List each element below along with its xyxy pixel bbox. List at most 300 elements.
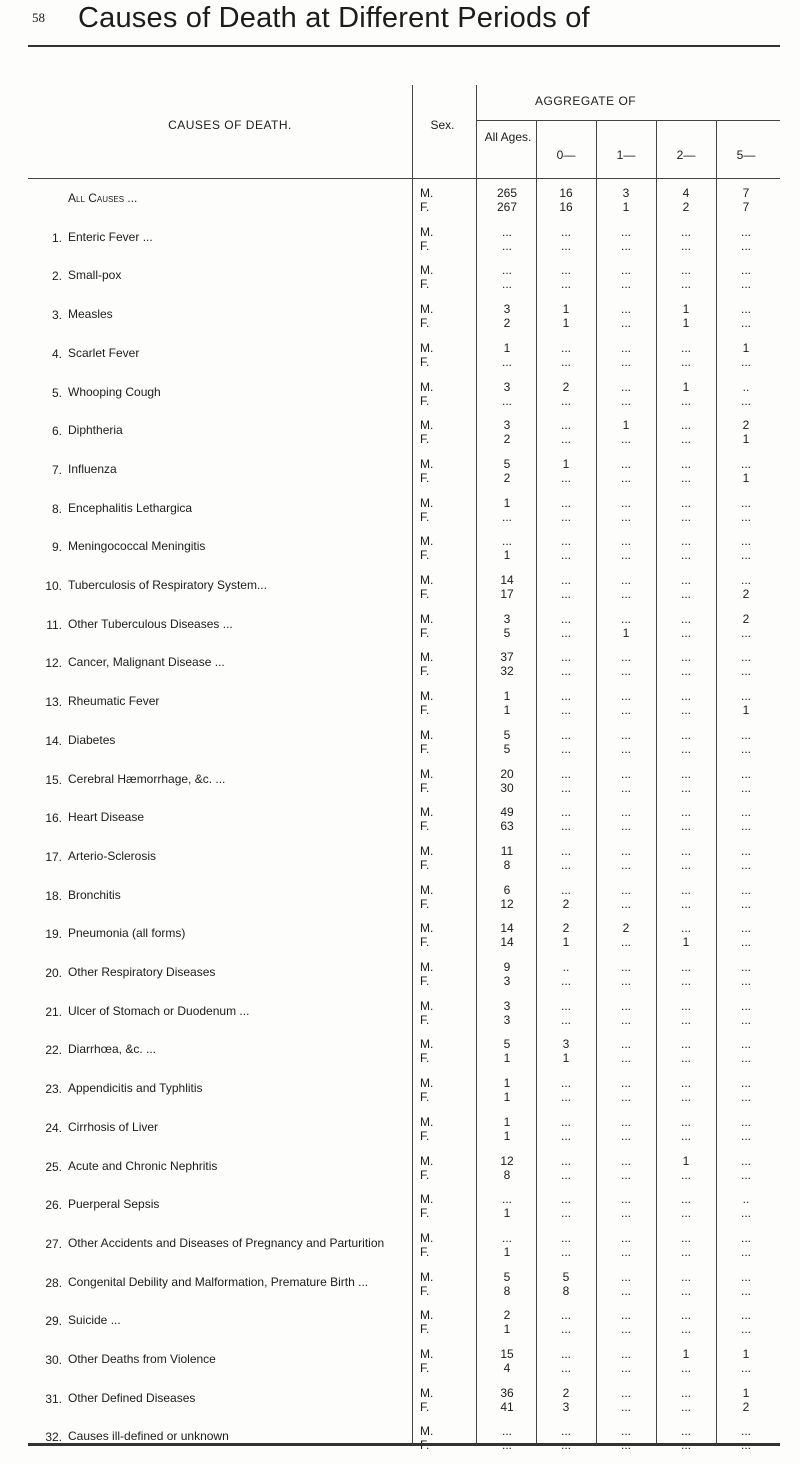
cause-label: Enteric Fever ... (68, 229, 153, 244)
male-count-cell: ... (680, 1114, 691, 1129)
sex-female-label: F. (420, 1283, 430, 1298)
female-count-cell: ... (680, 741, 691, 756)
female-count-cell: ... (620, 1438, 631, 1453)
table-row (0, 612, 800, 652)
female-count-cell: ... (620, 1090, 631, 1105)
male-count-cell: ... (560, 689, 571, 704)
male-count-cell: ... (740, 263, 751, 278)
male-count-cell: ... (620, 495, 631, 510)
sex-male-label: M. (420, 805, 434, 820)
female-count-cell: ... (560, 509, 571, 524)
female-count-cell: ... (680, 819, 691, 834)
male-count-cell: 1 (682, 1153, 690, 1168)
top-rule (28, 45, 780, 47)
female-count-cell: ... (680, 354, 691, 369)
sex-female-label: F. (420, 819, 430, 834)
male-count-cell: ... (740, 1114, 751, 1129)
female-count-cell: 1 (503, 1322, 511, 1337)
female-count-cell: 2 (742, 587, 750, 601)
sex-male-label: M. (420, 1347, 434, 1361)
female-count-cell: 41 (500, 1399, 514, 1414)
cause-label: Meningococcal Meningitis (68, 539, 206, 554)
sex-female-label: F. (420, 1361, 430, 1375)
male-count-cell: 3 (503, 998, 511, 1013)
row-number: 3. (51, 308, 62, 323)
male-count-cell: ... (560, 1308, 571, 1323)
female-count-cell: ... (560, 780, 571, 795)
sex-female-label: F. (420, 703, 430, 718)
cause-label: Puerperal Sepsis (68, 1197, 160, 1212)
cause-label: All Causes ... (68, 191, 138, 205)
female-count-cell: ... (680, 1361, 691, 1375)
female-count-cell: ... (620, 935, 631, 950)
male-count-cell: 265 (496, 186, 518, 200)
female-count-cell: 1 (622, 200, 630, 214)
female-count-cell: ... (740, 1051, 751, 1066)
male-count-cell: 16 (559, 186, 573, 200)
female-count-cell: ... (560, 1167, 571, 1182)
male-count-cell: 1 (562, 456, 570, 471)
male-count-cell: ... (560, 495, 571, 510)
table-row (0, 457, 800, 497)
header-age-5: 5— (736, 148, 756, 162)
table-row (0, 1386, 800, 1426)
female-count-cell: ... (680, 664, 691, 679)
female-count-cell: 1 (682, 935, 690, 950)
female-count-cell: ... (560, 1012, 571, 1027)
male-count-cell: ... (740, 650, 751, 665)
female-count-cell: ... (620, 277, 631, 292)
female-count-cell: ... (560, 741, 571, 756)
male-count-cell: ... (740, 689, 751, 704)
sex-male-label: M. (420, 1153, 434, 1168)
table-row (0, 1037, 800, 1077)
male-count-cell: 6 (503, 882, 511, 897)
sex-male-label: M. (420, 534, 434, 549)
female-count-cell: ... (620, 238, 631, 253)
female-count-cell: ... (740, 625, 751, 640)
female-count-cell: ... (680, 1167, 691, 1182)
female-count-cell: ... (560, 432, 571, 447)
female-count-cell: ... (560, 277, 571, 292)
female-count-cell: 5 (503, 625, 511, 640)
female-count-cell: 3 (562, 1399, 570, 1414)
cause-label: Rheumatic Fever (68, 694, 160, 709)
male-count-cell: ... (680, 1192, 691, 1207)
female-count-cell: ... (620, 780, 631, 795)
cause-label: Encephalitis Lethargica (68, 500, 193, 515)
male-count-cell: ... (740, 727, 751, 742)
female-count-cell: ... (680, 1322, 691, 1337)
row-number: 9. (51, 540, 62, 555)
sex-male-label: M. (420, 882, 434, 897)
female-count-cell: 267 (496, 200, 518, 214)
male-count-cell: 1 (742, 1347, 750, 1361)
table-row (0, 418, 800, 458)
cause-label: Arterio-Sclerosis (68, 848, 157, 863)
female-count-cell: ... (560, 857, 571, 872)
female-count-cell: ... (560, 393, 571, 408)
male-count-cell: ... (560, 650, 571, 665)
female-count-cell: 8 (503, 1283, 511, 1298)
male-count-cell: ... (680, 727, 691, 742)
female-count-cell: 63 (500, 819, 514, 834)
table-row (0, 1154, 800, 1194)
female-count-cell: ... (740, 896, 751, 911)
male-count-cell: 3 (562, 1037, 570, 1052)
male-count-cell: ... (620, 379, 631, 394)
female-count-cell: 2 (503, 432, 511, 447)
female-count-cell: ... (740, 780, 751, 795)
row-number: 7. (51, 462, 62, 477)
male-count-cell: ... (620, 1076, 631, 1091)
female-count-cell: ... (560, 1090, 571, 1105)
female-count-cell: ... (501, 1438, 512, 1453)
male-count-cell: 14 (500, 573, 514, 587)
male-count-cell: ... (740, 1153, 751, 1168)
male-count-cell: 2 (562, 1385, 570, 1400)
row-number: 29. (45, 1314, 62, 1329)
male-count-cell: 5 (503, 727, 511, 742)
row-number: 8. (51, 501, 62, 516)
sex-female-label: F. (420, 470, 430, 485)
sex-male-label: M. (420, 573, 434, 587)
sex-female-label: F. (420, 277, 430, 292)
female-count-cell: ... (680, 1051, 691, 1066)
sex-female-label: F. (420, 393, 430, 408)
cause-label: Tuberculosis of Respiratory System... (68, 578, 267, 592)
female-count-cell: 1 (742, 470, 750, 485)
male-count-cell: ... (560, 843, 571, 858)
sex-male-label: M. (420, 1037, 434, 1052)
cause-label: Suicide ... (68, 1313, 121, 1328)
male-count-cell: ... (620, 960, 631, 974)
row-number: 17. (45, 849, 62, 864)
female-count-cell: 1 (742, 703, 750, 718)
sex-male-label: M. (420, 921, 434, 936)
header-divider (28, 178, 780, 179)
male-count-cell: 7 (742, 186, 750, 200)
cause-label: Other Respiratory Diseases (68, 965, 216, 979)
male-count-cell: 2 (562, 921, 570, 936)
male-count-cell: ... (620, 1269, 631, 1284)
row-number: 22. (45, 1043, 62, 1058)
male-count-cell: ... (680, 998, 691, 1013)
cause-label: Whooping Cough (68, 384, 161, 399)
female-count-cell: 1 (503, 548, 511, 563)
table-row (0, 186, 800, 226)
male-count-cell: 3 (503, 379, 511, 394)
male-count-cell: ... (740, 921, 751, 936)
cause-label: Bronchitis (68, 887, 121, 902)
male-count-cell: 1 (503, 1114, 511, 1129)
male-count-cell: 5 (503, 1269, 511, 1284)
male-count-cell: ... (740, 1424, 751, 1439)
sex-male-label: M. (420, 302, 434, 317)
male-count-cell: 3 (503, 418, 511, 433)
female-count-cell: 1 (562, 935, 570, 950)
female-count-cell: 16 (559, 200, 573, 214)
male-count-cell: 2 (742, 418, 750, 433)
cause-label: Cancer, Malignant Disease ... (68, 655, 225, 670)
male-count-cell: 2 (622, 921, 630, 936)
cause-label: Acute and Chronic Nephritis (68, 1158, 218, 1173)
female-count-cell: ... (620, 819, 631, 834)
male-count-cell: ... (680, 1385, 691, 1400)
female-count-cell: ... (560, 703, 571, 718)
sex-female-label: F. (420, 200, 430, 214)
sex-male-label: M. (420, 689, 434, 704)
male-count-cell: ... (560, 1424, 571, 1439)
row-number: 24. (45, 1120, 62, 1135)
sex-male-label: M. (420, 960, 434, 974)
row-number: 31. (45, 1391, 62, 1406)
cause-label: Measles (68, 307, 113, 322)
sex-male-label: M. (420, 418, 434, 433)
male-count-cell: ... (740, 1230, 751, 1245)
male-count-cell: 1 (622, 418, 630, 433)
male-count-cell: ... (680, 1037, 691, 1052)
sex-male-label: M. (420, 766, 434, 781)
female-count-cell: ... (620, 741, 631, 756)
female-count-cell: ... (680, 1128, 691, 1143)
header-sex: Sex. (430, 118, 455, 132)
male-count-cell: ... (680, 805, 691, 820)
male-count-cell: ... (740, 1308, 751, 1323)
cause-label: Scarlet Fever (68, 345, 140, 360)
female-count-cell: 1 (503, 703, 511, 718)
sex-male-label: M. (420, 263, 434, 278)
female-count-cell: ... (501, 354, 512, 369)
male-count-cell: 1 (503, 1076, 511, 1091)
male-count-cell: ... (680, 1230, 691, 1245)
male-count-cell: 2 (742, 611, 750, 626)
sex-female-label: F. (420, 935, 430, 950)
female-count-cell: 2 (742, 1399, 750, 1414)
female-count-cell: ... (620, 354, 631, 369)
female-count-cell: 3 (503, 974, 511, 988)
table-row (0, 263, 800, 303)
male-count-cell: ... (740, 1269, 751, 1284)
male-count-cell: 1 (742, 1385, 750, 1400)
header-aggregate: AGGREGATE OF (535, 94, 637, 108)
male-count-cell: ... (620, 1424, 631, 1439)
male-count-cell: ... (560, 1192, 571, 1207)
female-count-cell: ... (620, 548, 631, 563)
female-count-cell: ... (620, 896, 631, 911)
male-count-cell: 37 (500, 650, 514, 665)
female-count-cell: ... (680, 548, 691, 563)
female-count-cell: 1 (682, 316, 690, 331)
female-count-cell: ... (620, 393, 631, 408)
male-count-cell: ... (560, 766, 571, 781)
row-number: 4. (51, 346, 62, 361)
female-count-cell: 2 (562, 896, 570, 911)
male-count-cell: ... (620, 1037, 631, 1052)
male-count-cell: ... (501, 534, 512, 549)
male-count-cell: ... (740, 766, 751, 781)
sex-male-label: M. (420, 727, 434, 742)
female-count-cell: ... (740, 1012, 751, 1027)
female-count-cell: ... (740, 548, 751, 563)
male-count-cell: ... (620, 1385, 631, 1400)
male-count-cell: ... (740, 882, 751, 897)
female-count-cell: ... (680, 1283, 691, 1298)
cause-label: Diphtheria (68, 423, 123, 438)
male-count-cell: ... (620, 1308, 631, 1323)
male-count-cell: ... (620, 882, 631, 897)
female-count-cell: ... (620, 587, 631, 601)
female-count-cell: ... (620, 1128, 631, 1143)
male-count-cell: ... (680, 766, 691, 781)
female-count-cell: ... (740, 1167, 751, 1182)
sex-male-label: M. (420, 379, 434, 394)
male-count-cell: 2 (503, 1308, 511, 1323)
female-count-cell: 14 (500, 935, 514, 950)
male-count-cell: 1 (682, 1347, 690, 1361)
female-count-cell: ... (501, 238, 512, 253)
female-count-cell: ... (680, 587, 691, 601)
female-count-cell: ... (740, 664, 751, 679)
male-count-cell: ... (740, 534, 751, 549)
male-count-cell: ... (680, 1308, 691, 1323)
table-row (0, 921, 800, 961)
sex-male-label: M. (420, 1385, 434, 1400)
cause-label: Cirrhosis of Liver (68, 1119, 159, 1134)
cause-label: Other Tuberculous Diseases ... (68, 616, 233, 631)
cause-label: Causes ill-defined or unknown (68, 1429, 229, 1444)
female-count-cell: ... (680, 277, 691, 292)
female-count-cell: ... (560, 238, 571, 253)
female-count-cell: 2 (682, 200, 690, 214)
male-count-cell: ... (620, 456, 631, 471)
male-count-cell: 4 (682, 186, 690, 200)
female-count-cell: ... (620, 1283, 631, 1298)
sex-male-label: M. (420, 495, 434, 510)
male-count-cell: ... (680, 224, 691, 239)
sex-female-label: F. (420, 354, 430, 369)
male-count-cell: 1 (742, 340, 750, 355)
male-count-cell: ... (680, 495, 691, 510)
row-number: 14. (45, 733, 62, 748)
male-count-cell: ... (680, 650, 691, 665)
row-number: 19. (45, 927, 62, 942)
female-count-cell: ... (740, 741, 751, 756)
male-count-cell: ... (620, 843, 631, 858)
page-number: 58 (32, 10, 45, 25)
table-row (0, 302, 800, 342)
female-count-cell: ... (680, 1090, 691, 1105)
cause-label: Other Deaths from Violence (68, 1352, 216, 1366)
female-count-cell: ... (620, 316, 631, 331)
female-count-cell: 1 (562, 1051, 570, 1066)
table-row (0, 1192, 800, 1232)
female-count-cell: ... (560, 1128, 571, 1143)
female-count-cell: ... (680, 1244, 691, 1259)
row-number: 11. (46, 617, 62, 632)
male-count-cell: ... (560, 882, 571, 897)
header-age-1: 1— (616, 148, 636, 162)
male-count-cell: 1 (562, 302, 570, 317)
female-count-cell: ... (620, 703, 631, 718)
table-row (0, 573, 800, 613)
female-count-cell: ... (680, 1012, 691, 1027)
male-count-cell: ... (560, 263, 571, 278)
male-count-cell: ... (501, 1192, 512, 1207)
female-count-cell: ... (560, 1206, 571, 1221)
table-row (0, 650, 800, 690)
male-count-cell: ... (740, 302, 751, 317)
female-count-cell: 8 (503, 1167, 511, 1182)
table-row (0, 1231, 800, 1271)
male-count-cell: ... (740, 1037, 751, 1052)
row-number: 2. (51, 269, 62, 284)
header-age-0: 0— (556, 148, 576, 162)
female-count-cell: ... (740, 238, 751, 253)
male-count-cell: 5 (503, 456, 511, 471)
female-count-cell: ... (620, 1051, 631, 1066)
female-count-cell: 1 (503, 1090, 511, 1105)
sex-male-label: M. (420, 224, 434, 239)
male-count-cell: ... (620, 611, 631, 626)
sex-female-label: F. (420, 741, 430, 756)
table-row (0, 225, 800, 265)
male-count-cell: 11 (500, 843, 514, 858)
male-count-cell: ... (680, 1076, 691, 1091)
female-count-cell: ... (680, 470, 691, 485)
cause-label: Small-pox (68, 268, 122, 283)
male-count-cell: ... (680, 1424, 691, 1439)
male-count-cell: ... (560, 340, 571, 355)
female-count-cell: ... (620, 857, 631, 872)
female-count-cell: ... (740, 1322, 751, 1337)
sex-female-label: F. (420, 1244, 430, 1259)
female-count-cell: ... (680, 1438, 691, 1453)
sex-male-label: M. (420, 456, 434, 471)
male-count-cell: ... (560, 998, 571, 1013)
male-count-cell: 49 (500, 805, 514, 820)
table-row (0, 1347, 800, 1387)
female-count-cell: ... (740, 1283, 751, 1298)
male-count-cell: ... (501, 224, 512, 239)
female-count-cell: 2 (503, 470, 511, 485)
header-age-2: 2— (676, 148, 696, 162)
sex-female-label: F. (420, 1206, 430, 1221)
female-count-cell: ... (740, 1090, 751, 1105)
male-count-cell: ... (560, 224, 571, 239)
male-count-cell: ... (740, 573, 751, 587)
female-count-cell: ... (680, 625, 691, 640)
male-count-cell: 14 (500, 921, 514, 936)
sex-female-label: F. (420, 1167, 430, 1182)
female-count-cell: ... (560, 587, 571, 601)
male-count-cell: ... (620, 727, 631, 742)
male-count-cell: ... (560, 573, 571, 587)
sex-female-label: F. (420, 238, 430, 253)
male-count-cell: ... (620, 998, 631, 1013)
male-count-cell: ... (620, 573, 631, 587)
male-count-cell: ... (740, 224, 751, 239)
female-count-cell: ... (620, 1399, 631, 1414)
female-count-cell: ... (620, 432, 631, 447)
bottom-rule (28, 1443, 780, 1446)
table-row (0, 1076, 800, 1116)
female-count-cell: 2 (503, 316, 511, 331)
male-count-cell: ... (740, 1076, 751, 1091)
row-number: 28. (45, 1275, 62, 1290)
sex-male-label: M. (420, 650, 434, 665)
male-count-cell: ... (680, 534, 691, 549)
